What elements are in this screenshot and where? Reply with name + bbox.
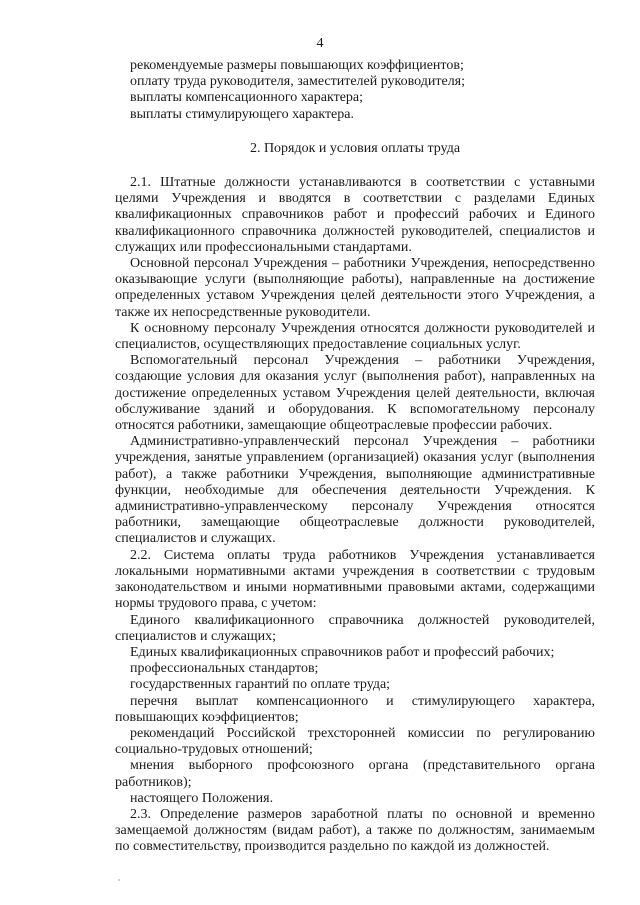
intro-list [115, 58, 595, 123]
list-item: настоящего Положения. [130, 790, 274, 806]
considerations-list [115, 613, 595, 807]
paragraph: К основному персоналу Учреждения относятся должности руководителей и специалистов, осуществляющих предоставление социальных услуг. [115, 320, 595, 353]
list-item: оплату труда руководителя, заместителей руководителя; [130, 74, 466, 90]
list-item: выплаты компенсационного характера; [130, 90, 364, 106]
paragraph: Вспомогательный персонал Учреждения – работники Учреждения, создающие условия для оказания услуг (выполнения работ), направленных на достижение определенных уставом Учреждения целей деятельности, включая обслуживание зданий и оборудования. К вспомогательному персоналу относятся работники, замещающие общеотраслевые профессии рабочих. [115, 353, 595, 434]
paragraph: 2.2. Система оплаты труда работников Учреждения устанавливается локальными нормативными актами учреждения в соответствии с трудовым законодательством и иными нормативными правовыми актами, содержащими нормы трудового права, с учетом: [115, 547, 595, 612]
list-item: перечня выплат компенсационного и стимулирующего характера, повышающих коэффициентов; [115, 693, 595, 725]
list-item: выплаты стимулирующего характера. [130, 106, 354, 122]
list-item: Единого квалификационного справочника должностей руководителей, специалистов и служащих; [115, 612, 595, 644]
list-item: рекомендаций Российской трехсторонней комиссии по регулированию социально-трудовых отношений; [115, 725, 595, 758]
list-item: мнения выборного профсоюзного органа (представительного органа работников); [115, 758, 595, 790]
list-item: рекомендуемые размеры повышающих коэффициентов; [130, 58, 464, 73]
paragraph: Административно-управленческий персонал Учреждения – работники учреждения, занятые управлением (организацией) оказания услуг (выполнения работ), а также работники Учреждения, выполняющие административные функции, необходимые для обеспечения деятельности Учреждения. К административно-управленческому персоналу Учреждения относятся работники, замещающие общеотраслевые должности руководителей, специалистов и служащих. [115, 434, 595, 547]
scan-speck [118, 879, 120, 881]
page-number: 4 [316, 36, 324, 51]
section-heading: 2. Порядок и условия оплаты труда [249, 140, 461, 156]
paragraph: 2.3. Определение размеров заработной платы по основной и временно замещаемой должностям (видам работ), а также по должностям, занимаемым по совместительству, производится раздельно по каждой из должностей. [115, 806, 595, 855]
list-item: профессиональных стандартов; [130, 661, 319, 677]
paragraph: 2.1. Штатные должности устанавливаются в соответствии с уставными целями Учреждения и вводятся в соответствии с разделами Единых квалификационных справочников работ и профессий рабочих и Единого квалификационного справочника должностей руководителей, специалистов и служащих или профессиональными стандартами. [115, 175, 595, 255]
list-item: государственных гарантий по оплате труда; [130, 677, 391, 693]
paragraph: Основной персонал Учреждения – работники Учреждения, непосредственно оказывающие услуги (выполняющие работы), направленные на достижение определенных уставом Учреждения целей деятельности этого Учреждения, а также их непосредственные руководители. [115, 256, 595, 320]
document-body [115, 58, 595, 856]
list-item: Единых квалификационных справочников работ и профессий рабочих; [130, 644, 555, 660]
